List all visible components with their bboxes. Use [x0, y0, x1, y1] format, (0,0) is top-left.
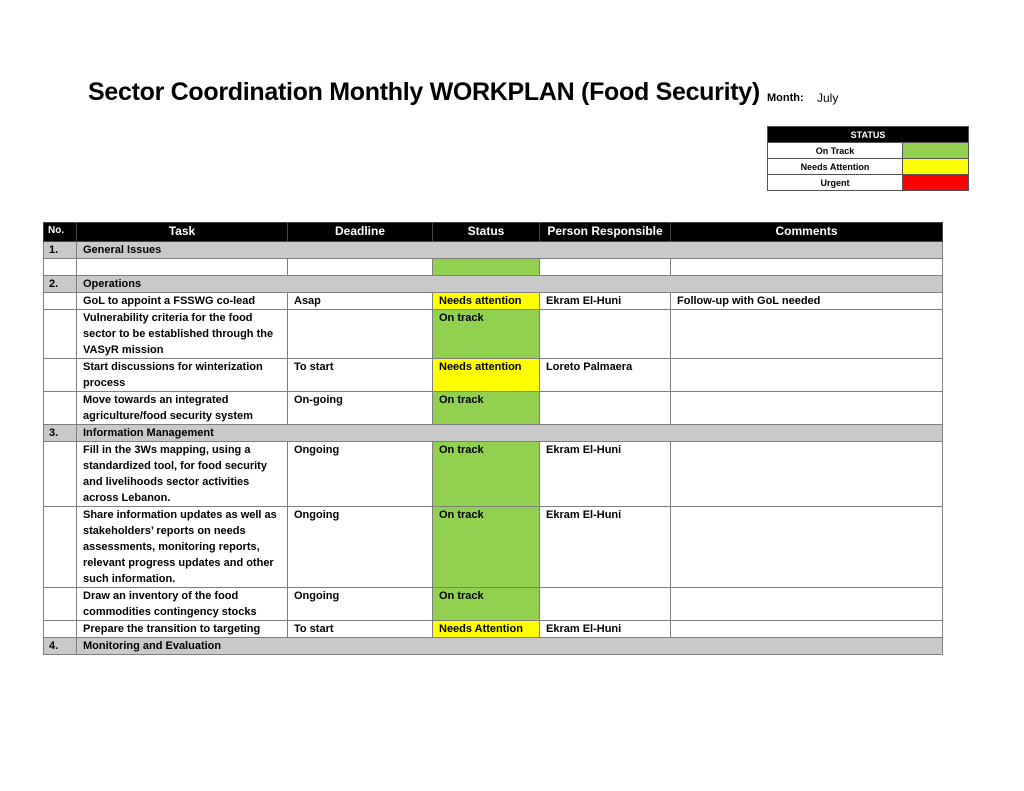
legend-label-urgent: Urgent — [768, 175, 903, 191]
row-task: Vulnerability criteria for the food sector to be established through the VASyR mission — [77, 310, 288, 359]
row-deadline: On-going — [288, 392, 433, 425]
row-task — [77, 259, 288, 276]
col-header-task: Task — [77, 223, 288, 242]
row-comments: Follow-up with GoL needed — [671, 293, 943, 310]
row-no — [44, 621, 77, 638]
row-no — [44, 359, 77, 392]
page-title: Sector Coordination Monthly WORKPLAN (Food Security) — [88, 78, 760, 106]
table-row — [44, 359, 943, 392]
month-label: Month: — [767, 92, 804, 104]
table-row — [44, 442, 943, 507]
legend-label-on-track: On Track — [768, 143, 903, 159]
table-row — [44, 588, 943, 621]
row-deadline: To start — [288, 359, 433, 392]
row-comments — [671, 507, 943, 588]
row-person: Ekram El-Huni — [540, 507, 671, 588]
row-person — [540, 310, 671, 359]
header-row — [44, 223, 943, 242]
table-row — [44, 621, 943, 638]
row-person: Ekram El-Huni — [540, 621, 671, 638]
row-person — [540, 392, 671, 425]
month-value: July — [817, 91, 839, 105]
row-comments — [671, 392, 943, 425]
row-status: On track — [433, 588, 540, 621]
col-header-status: Status — [433, 223, 540, 242]
row-status: On track — [433, 507, 540, 588]
row-task: Move towards an integrated agriculture/food security system — [77, 392, 288, 425]
row-no — [44, 588, 77, 621]
col-header-person: Person Responsible — [540, 223, 671, 242]
row-deadline — [288, 259, 433, 276]
table-row — [44, 310, 943, 359]
row-status: Needs Attention — [433, 621, 540, 638]
row-task: Share information updates as well as stakeholders’ reports on needs assessments, monitoring reports, relevant progress updates and other such information. — [77, 507, 288, 588]
row-comments — [671, 442, 943, 507]
row-person — [540, 259, 671, 276]
legend-swatch-on-track — [903, 143, 969, 159]
col-header-no: No. — [44, 223, 77, 242]
row-task: Draw an inventory of the food commodities contingency stocks — [77, 588, 288, 621]
legend-label-needs-attention: Needs Attention — [768, 159, 903, 175]
legend-swatch-urgent — [903, 175, 969, 191]
table-row — [44, 392, 943, 425]
row-deadline — [288, 310, 433, 359]
row-status: On track — [433, 392, 540, 425]
workplan-table — [43, 222, 943, 655]
section-no: 3. — [44, 425, 77, 442]
row-no — [44, 392, 77, 425]
table-row — [44, 507, 943, 588]
row-no — [44, 293, 77, 310]
section-row — [44, 638, 943, 655]
row-comments — [671, 259, 943, 276]
row-task: GoL to appoint a FSSWG co-lead — [77, 293, 288, 310]
row-person: Loreto Palmaera — [540, 359, 671, 392]
row-deadline: Ongoing — [288, 442, 433, 507]
row-deadline: To start — [288, 621, 433, 638]
row-status: On track — [433, 442, 540, 507]
row-status: Needs attention — [433, 293, 540, 310]
row-comments — [671, 588, 943, 621]
legend-swatch-needs-attention — [903, 159, 969, 175]
table-row — [44, 259, 943, 276]
section-name: Operations — [77, 276, 943, 293]
legend-header: STATUS — [768, 127, 969, 143]
row-status — [433, 259, 540, 276]
section-no: 4. — [44, 638, 77, 655]
row-deadline: Ongoing — [288, 588, 433, 621]
row-no — [44, 442, 77, 507]
row-comments — [671, 310, 943, 359]
row-person — [540, 588, 671, 621]
section-row — [44, 425, 943, 442]
col-header-comments: Comments — [671, 223, 943, 242]
section-row — [44, 242, 943, 259]
row-task: Fill in the 3Ws mapping, using a standardized tool, for food security and livelihoods sector activities across Lebanon. — [77, 442, 288, 507]
row-deadline: Asap — [288, 293, 433, 310]
row-no — [44, 507, 77, 588]
row-task: Start discussions for winterization process — [77, 359, 288, 392]
section-no: 2. — [44, 276, 77, 293]
section-name: General Issues — [77, 242, 943, 259]
section-name: Monitoring and Evaluation — [77, 638, 943, 655]
row-comments — [671, 621, 943, 638]
row-person: Ekram El-Huni — [540, 442, 671, 507]
row-no — [44, 259, 77, 276]
section-no: 1. — [44, 242, 77, 259]
table-row — [44, 293, 943, 310]
row-no — [44, 310, 77, 359]
row-deadline: Ongoing — [288, 507, 433, 588]
row-person: Ekram El-Huni — [540, 293, 671, 310]
section-row — [44, 276, 943, 293]
row-status: On track — [433, 310, 540, 359]
row-task: Prepare the transition to targeting — [77, 621, 288, 638]
row-comments — [671, 359, 943, 392]
col-header-deadline: Deadline — [288, 223, 433, 242]
status-legend — [767, 126, 969, 191]
section-name: Information Management — [77, 425, 943, 442]
row-status: Needs attention — [433, 359, 540, 392]
